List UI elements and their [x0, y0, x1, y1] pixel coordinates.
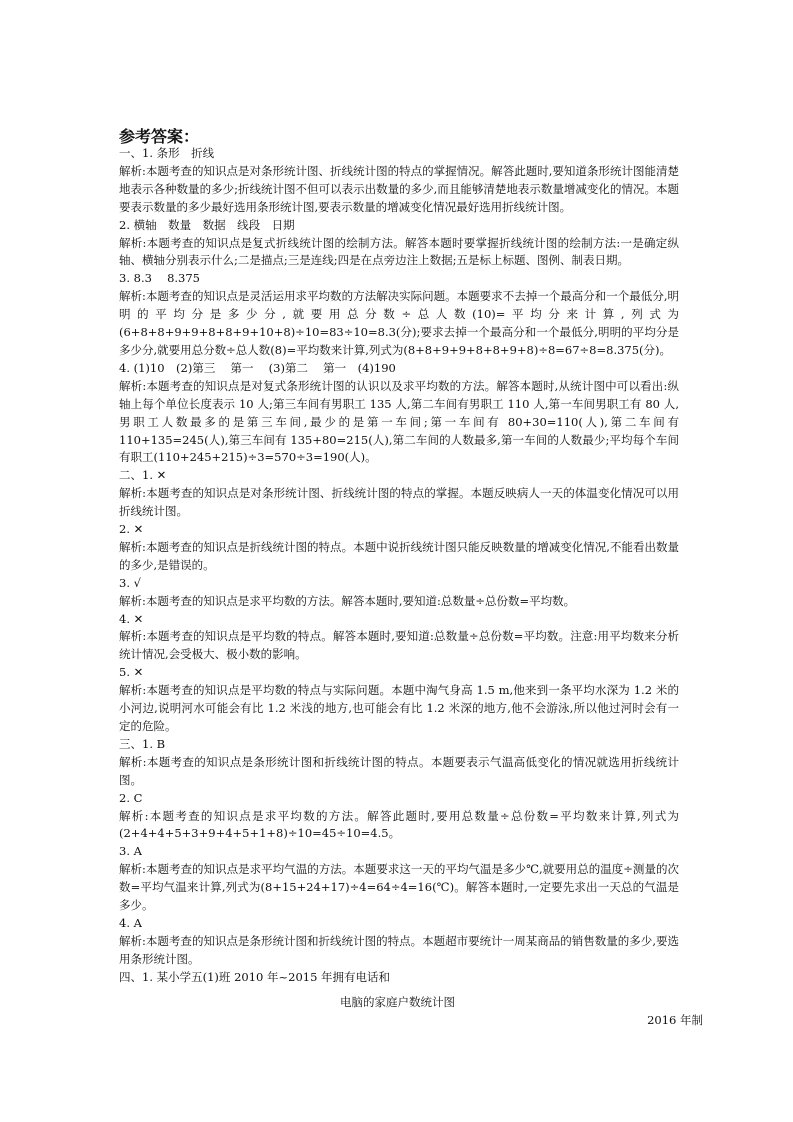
explanation-paragraph: 解析:本题考查的知识点是平均数的特点与实际问题。本题中淘气身高 1.5 m,他来到一条平均水深为 1.2 米的小河边,说明河水可能会有比 1.2 米浅的地方,也可能会有比 1.2 米深的地方,他不会游泳,所以他过河时会有一定的危险。 [119, 683, 679, 733]
answer-line: 4. A [119, 915, 142, 930]
answer-line: 2. ✕ [119, 522, 144, 537]
explanation-paragraph: 解析:本题考查的知识点是灵活运用求平均数的方法解决实际问题。本题要求不去掉一个最高分和一个最低分,明明的平均分是多少分,就要用总分数÷总人数(10)=平均分来计算,列式为(6+8+8+9+9+8+8+9+10+8)÷10=83÷10=8.3(分);要求去掉一个最高分和一个最低分,明明的平均分是多少分,就要用总分数÷总人数(8)=平均数来计算,列式为(8+8+9+9+8+8+9+8)÷8=67÷8=8.375(分)。 [119, 289, 679, 357]
answer-line: 3. √ [119, 575, 141, 590]
chart-caption: 电脑的家庭户数统计图 [340, 995, 455, 1009]
answer-line: 2. 横轴 数量 数据 线段 日期 [119, 217, 295, 232]
answer-line: 2. C [119, 790, 143, 805]
answer-line: 四、1. 某小学五(1)班 2010 年~2015 年拥有电话和 [119, 969, 391, 984]
answer-line: 三、1. B [119, 736, 166, 751]
explanation-paragraph: 解析:本题考查的知识点是对复式条形统计图的认识以及求平均数的方法。解答本题时,从统计图中可以看出:纵轴上每个单位长度表示 10 人;第三车间有男职工 135 人,第二车间有男职工 110 人,第一车间男职工有 80 人,男职工人数最多的是第三车间,最少的是第一车间;第一车间有 80+30=110(人),第二车间有110+135=245(人),第三车间有 135+80=215(人),第二车间的人数最多,第一车间的人数最少;平均每个车间有职工(110+245+215)÷3=570÷3=190(人)。 [119, 378, 679, 465]
answer-line: 5. ✕ [119, 665, 144, 680]
explanation-paragraph: 解析:本题考查的知识点是复式折线统计图的绘制方法。解答本题时要掌握折线统计图的绘制方法:一是确定纵轴、横轴分别表示什么;二是描点;三是连线;四是在点旁边注上数据;五是标上标题、图例、制表日期。 [119, 235, 679, 268]
production-date: 2016 年制 [647, 1013, 703, 1027]
explanation-paragraph: 解析:本题考查的知识点是平均数的特点。解答本题时,要知道:总数量÷总份数=平均数。注意:用平均数来分析统计情况,会受极大、极小数的影响。 [119, 629, 679, 662]
answer-line: 3. 8.3 8.375 [119, 271, 200, 286]
answer-content [119, 145, 679, 987]
explanation-paragraph: 解析:本题考查的知识点是条形统计图和折线统计图的特点。本题要表示气温高低变化的情况就选用折线统计图。 [119, 754, 679, 787]
explanation-paragraph: 解析:本题考查的知识点是求平均数的方法。解答此题时,要用总数量÷总份数=平均数来计算,列式为(2+4+4+5+3+9+4+5+1+8)÷10=45÷10=4.5。 [119, 808, 679, 841]
answer-line: 3. A [119, 844, 142, 859]
page-title: 参考答案： [119, 127, 200, 146]
answer-line: 4. (1)10 (2)第三 第一 (3)第二 第一 (4)190 [119, 360, 396, 375]
explanation-paragraph: 解析:本题考查的知识点是对条形统计图、折线统计图的特点的掌握情况。解答此题时,要知道条形统计图能清楚地表示各种数量的多少;折线统计图不但可以表示出数量的多少,而且能够清楚地表示数量增减变化的情况。本题要表示数量的多少最好选用条形统计图,要表示数量的增减变化情况最好选用折线统计图。 [119, 163, 679, 214]
explanation-paragraph: 解析:本题考查的知识点是对条形统计图、折线统计图的特点的掌握。本题反映病人一天的体温变化情况可以用折线统计图。 [119, 486, 679, 519]
explanation-paragraph: 解析:本题考查的知识点是求平均气温的方法。本题要求这一天的平均气温是多少℃,就要用总的温度÷测量的次数=平均气温来计算,列式为(8+15+24+17)÷4=64÷4=16(℃)。解答本题时,一定要先求出一天总的气温是多少。 [119, 862, 679, 913]
answer-line: 4. ✕ [119, 611, 144, 626]
explanation-paragraph: 解析:本题考查的知识点是条形统计图和折线统计图的特点。本题超市要统计一周某商品的销售数量的多少,要选用条形统计图。 [119, 933, 679, 966]
answer-line: 二、1. ✕ [119, 468, 167, 483]
explanation-paragraph: 解析:本题考查的知识点是折线统计图的特点。本题中说折线统计图只能反映数量的增减变化情况,不能看出数量的多少,是错误的。 [119, 539, 679, 572]
answer-line: 一、1. 条形 折线 [119, 146, 215, 160]
explanation-paragraph: 解析:本题考查的知识点是求平均数的方法。解答本题时,要知道:总数量÷总份数=平均数。 [119, 593, 576, 608]
